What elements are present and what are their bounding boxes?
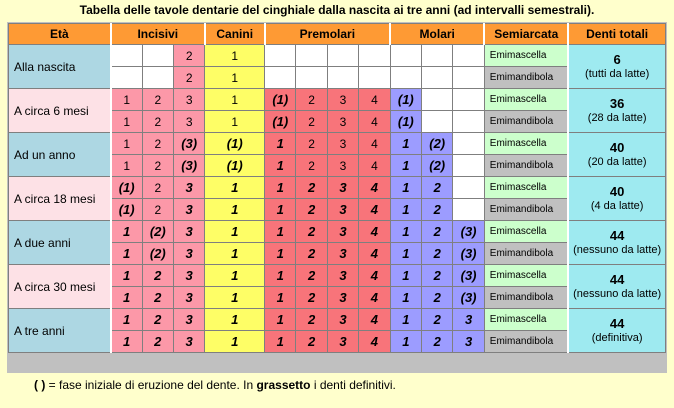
tooth-cell: (2) <box>142 221 173 243</box>
semiarcata-cell: Emimascella <box>484 309 568 331</box>
tooth-cell <box>422 89 453 111</box>
tooth-cell: (1) <box>390 89 421 111</box>
tooth-cell: 2 <box>142 155 173 177</box>
tooth-cell: 2 <box>422 265 453 287</box>
table-row <box>9 309 666 331</box>
totale-note: (tutti da latte) <box>585 67 650 80</box>
tooth-cell: 2 <box>296 111 327 133</box>
tooth-cell: 3 <box>173 89 204 111</box>
totale-note: (28 da latte) <box>587 111 647 124</box>
tooth-cell <box>422 111 453 133</box>
legend <box>34 378 396 392</box>
table-body <box>9 45 666 353</box>
tooth-cell: 1 <box>390 265 421 287</box>
tooth-cell: 2 <box>296 89 327 111</box>
tooth-cell: 1 <box>205 309 265 331</box>
tooth-cell: 3 <box>453 331 484 353</box>
tooth-cell: 1 <box>111 309 142 331</box>
tooth-cell: 1 <box>265 199 296 221</box>
tooth-cell: 3 <box>327 309 358 331</box>
tooth-cell: 2 <box>142 89 173 111</box>
tooth-cell: 2 <box>422 309 453 331</box>
tooth-cell: (1) <box>205 133 265 155</box>
page-title: Tabella delle tavole dentarie del cinghiale dalla nascita ai tre anni (ad intervalli semestrali). <box>79 3 595 17</box>
tooth-cell: 2 <box>142 309 173 331</box>
tooth-cell: 2 <box>422 287 453 309</box>
tooth-cell: 1 <box>265 287 296 309</box>
tooth-cell: 2 <box>422 177 453 199</box>
tooth-cell: 1 <box>111 243 142 265</box>
totale-cell <box>568 89 665 133</box>
tooth-cell: 2 <box>422 221 453 243</box>
legend-paren: ( ) <box>34 378 46 392</box>
tooth-cell: 1 <box>390 133 421 155</box>
totale-cell <box>568 177 665 221</box>
totale-value: 44 <box>609 227 625 243</box>
tooth-cell <box>327 45 358 67</box>
semiarcata-cell: Emimascella <box>484 89 568 111</box>
totale-value: 40 <box>609 183 625 199</box>
semiarcata-cell: Emimascella <box>484 133 568 155</box>
tooth-cell: 2 <box>422 199 453 221</box>
tooth-cell: 3 <box>327 265 358 287</box>
tooth-cell: 2 <box>173 67 204 89</box>
tooth-cell: 1 <box>265 331 296 353</box>
tooth-cell: 2 <box>142 287 173 309</box>
tooth-cell: 1 <box>390 177 421 199</box>
tooth-cell: 1 <box>205 331 265 353</box>
tooth-cell: 1 <box>205 221 265 243</box>
totale-value: 6 <box>613 51 621 67</box>
tooth-cell: 3 <box>173 111 204 133</box>
tooth-cell: 1 <box>205 177 265 199</box>
tooth-cell <box>453 155 484 177</box>
tooth-cell: 3 <box>327 199 358 221</box>
tooth-cell <box>359 67 390 89</box>
tooth-cell: (1) <box>111 199 142 221</box>
totale-note: (definitiva) <box>591 331 643 344</box>
tooth-cell: (3) <box>453 287 484 309</box>
tooth-cell: 2 <box>142 199 173 221</box>
tooth-cell <box>359 45 390 67</box>
tooth-cell: 4 <box>359 265 390 287</box>
semiarcata-cell: Emimascella <box>484 45 568 67</box>
tooth-cell: 3 <box>327 287 358 309</box>
table-row <box>9 177 666 199</box>
tooth-cell: 1 <box>205 243 265 265</box>
tooth-cell <box>296 67 327 89</box>
semiarcata-cell: Emimascella <box>484 177 568 199</box>
semiarcata-cell: Emimandibola <box>484 67 568 89</box>
header-eta: Età <box>9 24 111 45</box>
tooth-cell: (3) <box>453 221 484 243</box>
tooth-cell: 1 <box>390 221 421 243</box>
tooth-cell: 1 <box>390 309 421 331</box>
tooth-cell <box>265 67 296 89</box>
tooth-cell: 3 <box>173 331 204 353</box>
tooth-cell: 4 <box>359 309 390 331</box>
tooth-cell: 3 <box>173 265 204 287</box>
tooth-cell <box>296 45 327 67</box>
tooth-cell: (1) <box>111 177 142 199</box>
tooth-cell: 2 <box>142 133 173 155</box>
tooth-cell <box>453 45 484 67</box>
totale-note: (nessuno da latte) <box>573 243 662 256</box>
tooth-cell: 1 <box>265 265 296 287</box>
tooth-cell: 1 <box>111 89 142 111</box>
tooth-cell: (1) <box>265 111 296 133</box>
tooth-cell: 2 <box>296 199 327 221</box>
tooth-cell: 1 <box>265 243 296 265</box>
header-molari: Molari <box>390 24 484 45</box>
tooth-cell <box>453 67 484 89</box>
semiarcata-cell: Emimandibola <box>484 331 568 353</box>
tooth-cell: 3 <box>173 309 204 331</box>
tooth-cell <box>422 45 453 67</box>
tooth-cell <box>142 45 173 67</box>
tooth-cell: 4 <box>359 199 390 221</box>
tooth-cell: 3 <box>327 331 358 353</box>
tooth-cell: 4 <box>359 331 390 353</box>
header-canini: Canini <box>205 24 265 45</box>
eta-cell: A circa 18 mesi <box>9 177 111 221</box>
tooth-cell: 2 <box>296 309 327 331</box>
tooth-cell: (3) <box>173 155 204 177</box>
totale-cell <box>568 221 665 265</box>
totale-cell <box>568 309 665 353</box>
tooth-cell: 1 <box>111 111 142 133</box>
tooth-cell <box>453 111 484 133</box>
tooth-cell: (3) <box>453 265 484 287</box>
tooth-cell: 2 <box>296 221 327 243</box>
semiarcata-cell: Emimandibola <box>484 111 568 133</box>
tooth-cell: (3) <box>173 133 204 155</box>
tooth-cell: 1 <box>111 331 142 353</box>
header-row <box>9 24 666 45</box>
tooth-cell: 3 <box>173 177 204 199</box>
legend-text-1: = fase iniziale di eruzione del dente. In <box>45 378 257 392</box>
tooth-cell: 3 <box>327 111 358 133</box>
totale-cell <box>568 133 665 177</box>
tooth-cell: 4 <box>359 243 390 265</box>
tooth-cell: 1 <box>390 199 421 221</box>
tooth-cell: (3) <box>453 243 484 265</box>
tooth-cell: (1) <box>265 89 296 111</box>
tooth-cell: 1 <box>111 265 142 287</box>
tooth-cell <box>453 199 484 221</box>
tooth-cell: 1 <box>111 133 142 155</box>
tooth-cell: (2) <box>422 133 453 155</box>
totale-value: 44 <box>609 271 625 287</box>
tooth-cell: 3 <box>173 243 204 265</box>
eta-cell: A tre anni <box>9 309 111 353</box>
tooth-cell: 1 <box>265 133 296 155</box>
semiarcata-cell: Emimascella <box>484 265 568 287</box>
tooth-cell <box>453 133 484 155</box>
totale-value: 40 <box>609 139 625 155</box>
tooth-cell: 1 <box>205 265 265 287</box>
semiarcata-cell: Emimascella <box>484 221 568 243</box>
tooth-cell: 3 <box>173 199 204 221</box>
tooth-cell: (2) <box>142 243 173 265</box>
tooth-cell <box>453 89 484 111</box>
tooth-cell <box>265 45 296 67</box>
tooth-cell: 3 <box>327 221 358 243</box>
tooth-cell: 4 <box>359 177 390 199</box>
tooth-cell: 1 <box>265 155 296 177</box>
totale-note: (4 da latte) <box>590 199 644 212</box>
semiarcata-cell: Emimandibola <box>484 243 568 265</box>
tooth-cell: 3 <box>327 155 358 177</box>
dental-table <box>8 23 666 353</box>
totale-note: (20 da latte) <box>587 155 647 168</box>
tooth-cell: (1) <box>390 111 421 133</box>
table-row <box>9 89 666 111</box>
tooth-cell: 1 <box>205 199 265 221</box>
table-row <box>9 133 666 155</box>
legend-bold: grassetto <box>256 378 311 392</box>
tooth-cell: 4 <box>359 89 390 111</box>
tooth-cell: 3 <box>173 287 204 309</box>
tooth-cell: 4 <box>359 133 390 155</box>
tooth-cell: 4 <box>359 111 390 133</box>
tooth-cell <box>327 67 358 89</box>
tooth-cell <box>111 67 142 89</box>
header-semiarcata: Semiarcata <box>484 24 568 45</box>
header-totali: Denti totali <box>568 24 665 45</box>
table-row <box>9 45 666 67</box>
tooth-cell: (1) <box>205 155 265 177</box>
tooth-cell: 3 <box>327 133 358 155</box>
tooth-cell: 2 <box>296 243 327 265</box>
tooth-cell: 2 <box>142 265 173 287</box>
tooth-cell: 4 <box>359 287 390 309</box>
tooth-cell: 2 <box>142 111 173 133</box>
tooth-cell: 1 <box>265 309 296 331</box>
totale-value: 44 <box>609 315 625 331</box>
tooth-cell <box>111 45 142 67</box>
tooth-cell: 2 <box>296 133 327 155</box>
tooth-cell <box>390 67 421 89</box>
eta-cell: A circa 30 mesi <box>9 265 111 309</box>
tooth-cell: 1 <box>205 89 265 111</box>
eta-cell: Alla nascita <box>9 45 111 89</box>
eta-cell: A circa 6 mesi <box>9 89 111 133</box>
tooth-cell: 1 <box>111 221 142 243</box>
table-row <box>9 265 666 287</box>
tooth-cell: 3 <box>327 243 358 265</box>
header-incisivi: Incisivi <box>111 24 205 45</box>
tooth-cell: 3 <box>327 177 358 199</box>
tooth-cell: 2 <box>296 265 327 287</box>
totale-note: (nessuno da latte) <box>573 287 662 300</box>
tooth-cell: 1 <box>205 45 265 67</box>
totale-value: 36 <box>609 95 625 111</box>
tooth-cell <box>422 67 453 89</box>
tooth-cell <box>390 45 421 67</box>
totale-cell <box>568 265 665 309</box>
tooth-cell <box>142 67 173 89</box>
tooth-cell: 1 <box>265 177 296 199</box>
tooth-cell: 2 <box>422 331 453 353</box>
tooth-cell <box>453 177 484 199</box>
totale-cell <box>568 45 665 89</box>
tooth-cell: 3 <box>173 221 204 243</box>
tooth-cell: 1 <box>111 287 142 309</box>
tooth-cell: 3 <box>327 89 358 111</box>
semiarcata-cell: Emimandibola <box>484 199 568 221</box>
eta-cell: A due anni <box>9 221 111 265</box>
tooth-cell: 2 <box>142 331 173 353</box>
tooth-cell: 4 <box>359 221 390 243</box>
tooth-cell: 1 <box>390 287 421 309</box>
tooth-cell: 1 <box>205 111 265 133</box>
tooth-cell: 2 <box>296 287 327 309</box>
tooth-cell: 3 <box>453 309 484 331</box>
tooth-cell: 2 <box>173 45 204 67</box>
tooth-cell: 2 <box>142 177 173 199</box>
tooth-cell: 2 <box>296 331 327 353</box>
table-row <box>9 221 666 243</box>
tooth-cell: 1 <box>390 243 421 265</box>
tooth-cell: 2 <box>296 177 327 199</box>
semiarcata-cell: Emimandibola <box>484 155 568 177</box>
tooth-cell: 1 <box>111 155 142 177</box>
header-premolari: Premolari <box>265 24 391 45</box>
tooth-cell: 1 <box>265 221 296 243</box>
tooth-cell: 4 <box>359 155 390 177</box>
eta-cell: Ad un anno <box>9 133 111 177</box>
tooth-cell: (2) <box>422 155 453 177</box>
tooth-cell: 1 <box>205 287 265 309</box>
tooth-cell: 1 <box>390 155 421 177</box>
tooth-cell: 1 <box>390 331 421 353</box>
tooth-cell: 1 <box>205 67 265 89</box>
tooth-cell: 2 <box>296 155 327 177</box>
tooth-cell: 2 <box>422 243 453 265</box>
legend-text-2: i denti definitivi. <box>310 378 396 392</box>
semiarcata-cell: Emimandibola <box>484 287 568 309</box>
